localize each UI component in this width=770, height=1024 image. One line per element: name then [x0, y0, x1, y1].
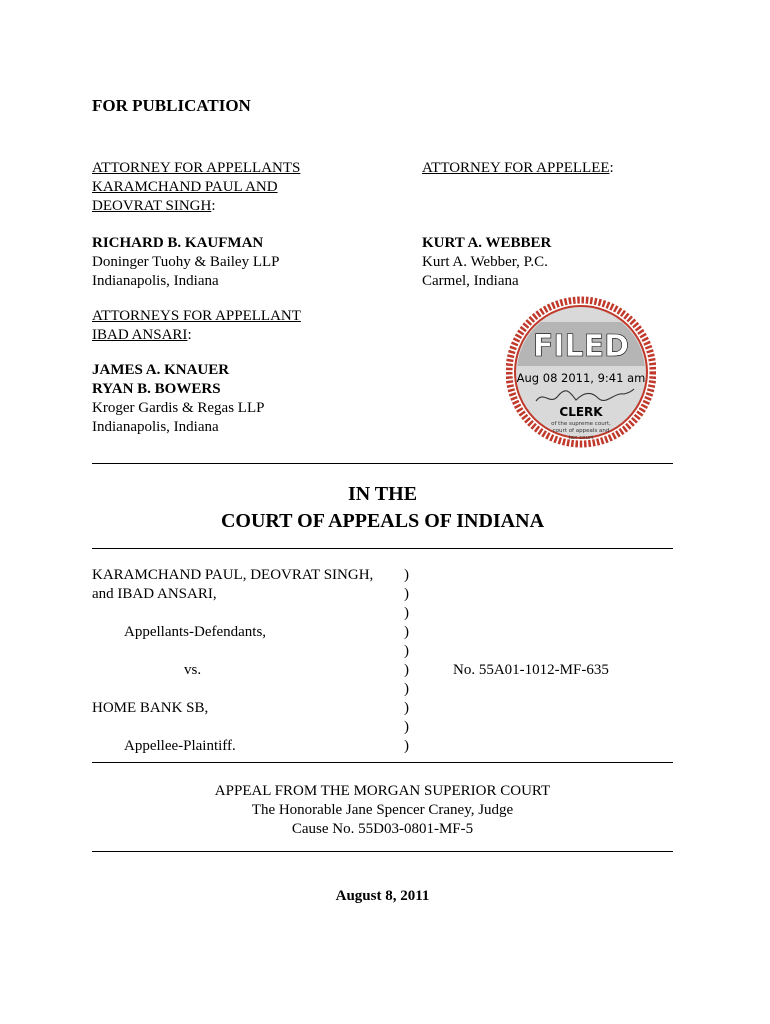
- divider: [92, 548, 673, 549]
- appeal-cause-number: Cause No. 55D03-0801-MF-5: [291, 821, 474, 837]
- paren: ): [404, 738, 409, 754]
- paren: ): [404, 624, 409, 640]
- paren: ): [404, 605, 409, 621]
- stamp-role: CLERK: [559, 405, 603, 419]
- appellee-name: HOME BANK SB,: [92, 700, 209, 716]
- appeal-judge: The Honorable Jane Spencer Craney, Judge: [251, 802, 514, 818]
- heading-line: ATTORNEYS FOR APPELLANT: [92, 308, 301, 324]
- heading-colon: :: [187, 327, 192, 343]
- stamp-date: Aug 08 2011, 9:41 am: [516, 371, 646, 385]
- attorney-name: JAMES A. KNAUER: [92, 362, 230, 378]
- attorney-name: KURT A. WEBBER: [422, 235, 552, 251]
- attorney-firm: Kurt A. Webber, P.C.: [422, 254, 548, 270]
- heading-line: DEOVRAT SINGH: [92, 198, 212, 214]
- heading-line: IBAD ANSARI: [92, 327, 188, 343]
- paren: ): [404, 681, 409, 697]
- attorney-firm: Doninger Tuohy & Bailey LLP: [92, 254, 280, 270]
- publication-label: FOR PUBLICATION: [92, 96, 251, 115]
- appellee-role: Appellee-Plaintiff.: [124, 738, 236, 754]
- stamp-title: FILED: [532, 329, 630, 364]
- appellants-names: KARAMCHAND PAUL, DEOVRAT SINGH,: [92, 567, 374, 583]
- divider: [92, 463, 673, 464]
- versus-label: vs.: [184, 662, 202, 678]
- attorney-city: Indianapolis, Indiana: [92, 419, 219, 435]
- heading-colon: :: [211, 198, 216, 214]
- paren: ): [404, 643, 409, 659]
- paren: ): [404, 719, 409, 735]
- decision-date: August 8, 2011: [335, 888, 430, 904]
- case-number: No. 55A01-1012-MF-635: [453, 662, 609, 678]
- appellee-attorney-heading: [422, 159, 614, 178]
- paren: ): [404, 700, 409, 716]
- divider: [92, 762, 673, 763]
- paren: ): [404, 567, 409, 583]
- appellants-role: Appellants-Defendants,: [124, 624, 267, 640]
- heading-line: KARAMCHAND PAUL AND: [92, 179, 278, 195]
- stamp-subtitle: tax court: [568, 435, 594, 441]
- attorney-city: Carmel, Indiana: [422, 273, 519, 289]
- court-title-line1: IN THE: [347, 483, 418, 505]
- caption-parentheses: [404, 566, 416, 756]
- attorney-name: RICHARD B. KAUFMAN: [92, 235, 264, 251]
- heading-colon: :: [609, 160, 614, 176]
- stamp-subtitle: of the supreme court,: [551, 421, 611, 427]
- paren: ): [404, 586, 409, 602]
- court-title-line2: COURT OF APPEALS OF INDIANA: [220, 510, 545, 532]
- heading-line: ATTORNEY FOR APPELLANTS: [92, 160, 301, 176]
- heading-line: ATTORNEY FOR APPELLEE: [422, 160, 610, 176]
- filed-stamp: [506, 294, 656, 450]
- appeal-court: APPEAL FROM THE MORGAN SUPERIOR COURT: [214, 783, 551, 799]
- attorney-name: RYAN B. BOWERS: [92, 381, 221, 397]
- attorney-firm: Kroger Gardis & Regas LLP: [92, 400, 265, 416]
- appellants-names: and IBAD ANSARI,: [92, 586, 217, 602]
- paren: ): [404, 662, 409, 678]
- divider: [92, 851, 673, 852]
- stamp-subtitle: court of appeals and: [552, 428, 610, 434]
- attorney-city: Indianapolis, Indiana: [92, 273, 219, 289]
